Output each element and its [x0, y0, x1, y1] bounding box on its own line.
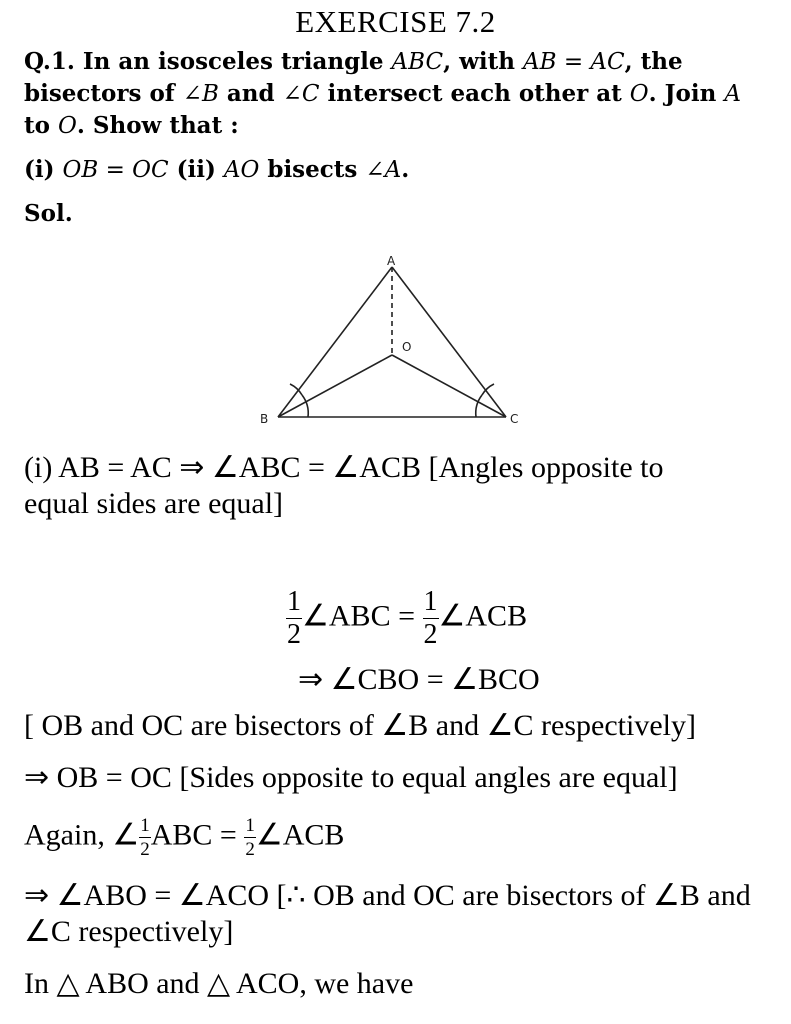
- bisector-bo: [278, 355, 392, 417]
- math-ab-eq-ac: AB = AC: [523, 49, 625, 75]
- equation-half-angles: [286, 588, 527, 649]
- step-4: ⇒ OB = OC [Sides opposite to equal angles are equal]: [24, 761, 678, 794]
- part-i-label: (i): [24, 156, 63, 183]
- math-angle-b: ∠B: [182, 81, 219, 107]
- question-line3-text: to: [24, 112, 58, 139]
- fraction-half-small: [139, 816, 151, 859]
- equation-rhs: ∠ACB: [438, 599, 528, 633]
- label-a: A: [387, 254, 396, 268]
- fraction-half: [286, 588, 302, 649]
- question-text-fragment: .: [401, 156, 410, 183]
- label-c: C: [510, 412, 519, 426]
- side-ab: [278, 267, 392, 417]
- question-text: [24, 46, 764, 142]
- question-text-fragment: bisects: [259, 156, 366, 183]
- question-text-fragment: . Show that :: [76, 112, 239, 139]
- question-text-fragment: , the: [624, 48, 683, 75]
- page-title: EXERCISE 7.2: [295, 4, 496, 39]
- math-angle-a: ∠A: [365, 157, 402, 183]
- fraction-den: 2: [287, 619, 301, 650]
- fraction-den: 2: [245, 839, 255, 860]
- math-o: O: [57, 113, 77, 139]
- step-1: (i) AB = AC ⇒ ∠ABC = ∠ACB [Angles opposite to: [24, 451, 664, 484]
- angle-arc-c: [476, 395, 482, 417]
- label-o: O: [402, 340, 412, 354]
- math-a: A: [724, 81, 741, 107]
- step-3: [ OB and OC are bisectors of ∠B and ∠C respectively]: [24, 709, 696, 742]
- question-line2-text: bisectors of: [24, 80, 183, 107]
- step-7: In △ ABO and △ ACO, we have: [24, 967, 414, 1000]
- fraction-half: [423, 588, 439, 649]
- solution-label: Sol.: [24, 200, 73, 227]
- bisector-co: [392, 355, 506, 417]
- triangle-figure: [250, 245, 540, 435]
- step-6: ⇒ ∠ABO = ∠ACO [∴ OB and OC are bisectors of ∠B and: [24, 879, 751, 912]
- math-abc: ABC: [391, 49, 444, 75]
- part-ii-label: (ii): [168, 156, 224, 183]
- math-o: O: [629, 81, 649, 107]
- math-angle-c: ∠C: [282, 81, 320, 107]
- math-ao: AO: [223, 157, 260, 183]
- fraction-den: 2: [140, 839, 150, 860]
- fraction-num: 1: [245, 815, 255, 836]
- question-parts: [24, 154, 764, 186]
- fraction-num: 1: [287, 586, 301, 617]
- question-text-fragment: and: [218, 80, 283, 107]
- step-1-cont: equal sides are equal]: [24, 487, 284, 520]
- equation-lhs: ∠ABC =: [302, 599, 423, 633]
- math-ob-eq-oc: OB = OC: [62, 157, 169, 183]
- question-text-fragment: , with: [443, 48, 523, 75]
- step-5-prefix: Again, ∠: [24, 818, 140, 852]
- angle-arc-b: [302, 395, 308, 417]
- fraction-half-small: [244, 816, 256, 859]
- step-6-cont: ∠C respectively]: [24, 915, 234, 948]
- fraction-num: 1: [140, 815, 150, 836]
- fraction-den: 2: [423, 619, 438, 650]
- fraction-num: 1: [423, 586, 438, 617]
- question-text-fragment: . Join: [648, 80, 725, 107]
- label-b: B: [260, 412, 269, 426]
- question-text-fragment: intersect each other at: [319, 80, 630, 107]
- step-5-middle: ABC =: [150, 818, 245, 852]
- equation-cbo-bco: ⇒ ∠CBO = ∠BCO: [298, 663, 540, 696]
- question-line1-text: Q.1. In an isosceles triangle: [24, 48, 392, 75]
- step-5-suffix: ∠ACB: [255, 818, 345, 852]
- step-5: [24, 816, 344, 859]
